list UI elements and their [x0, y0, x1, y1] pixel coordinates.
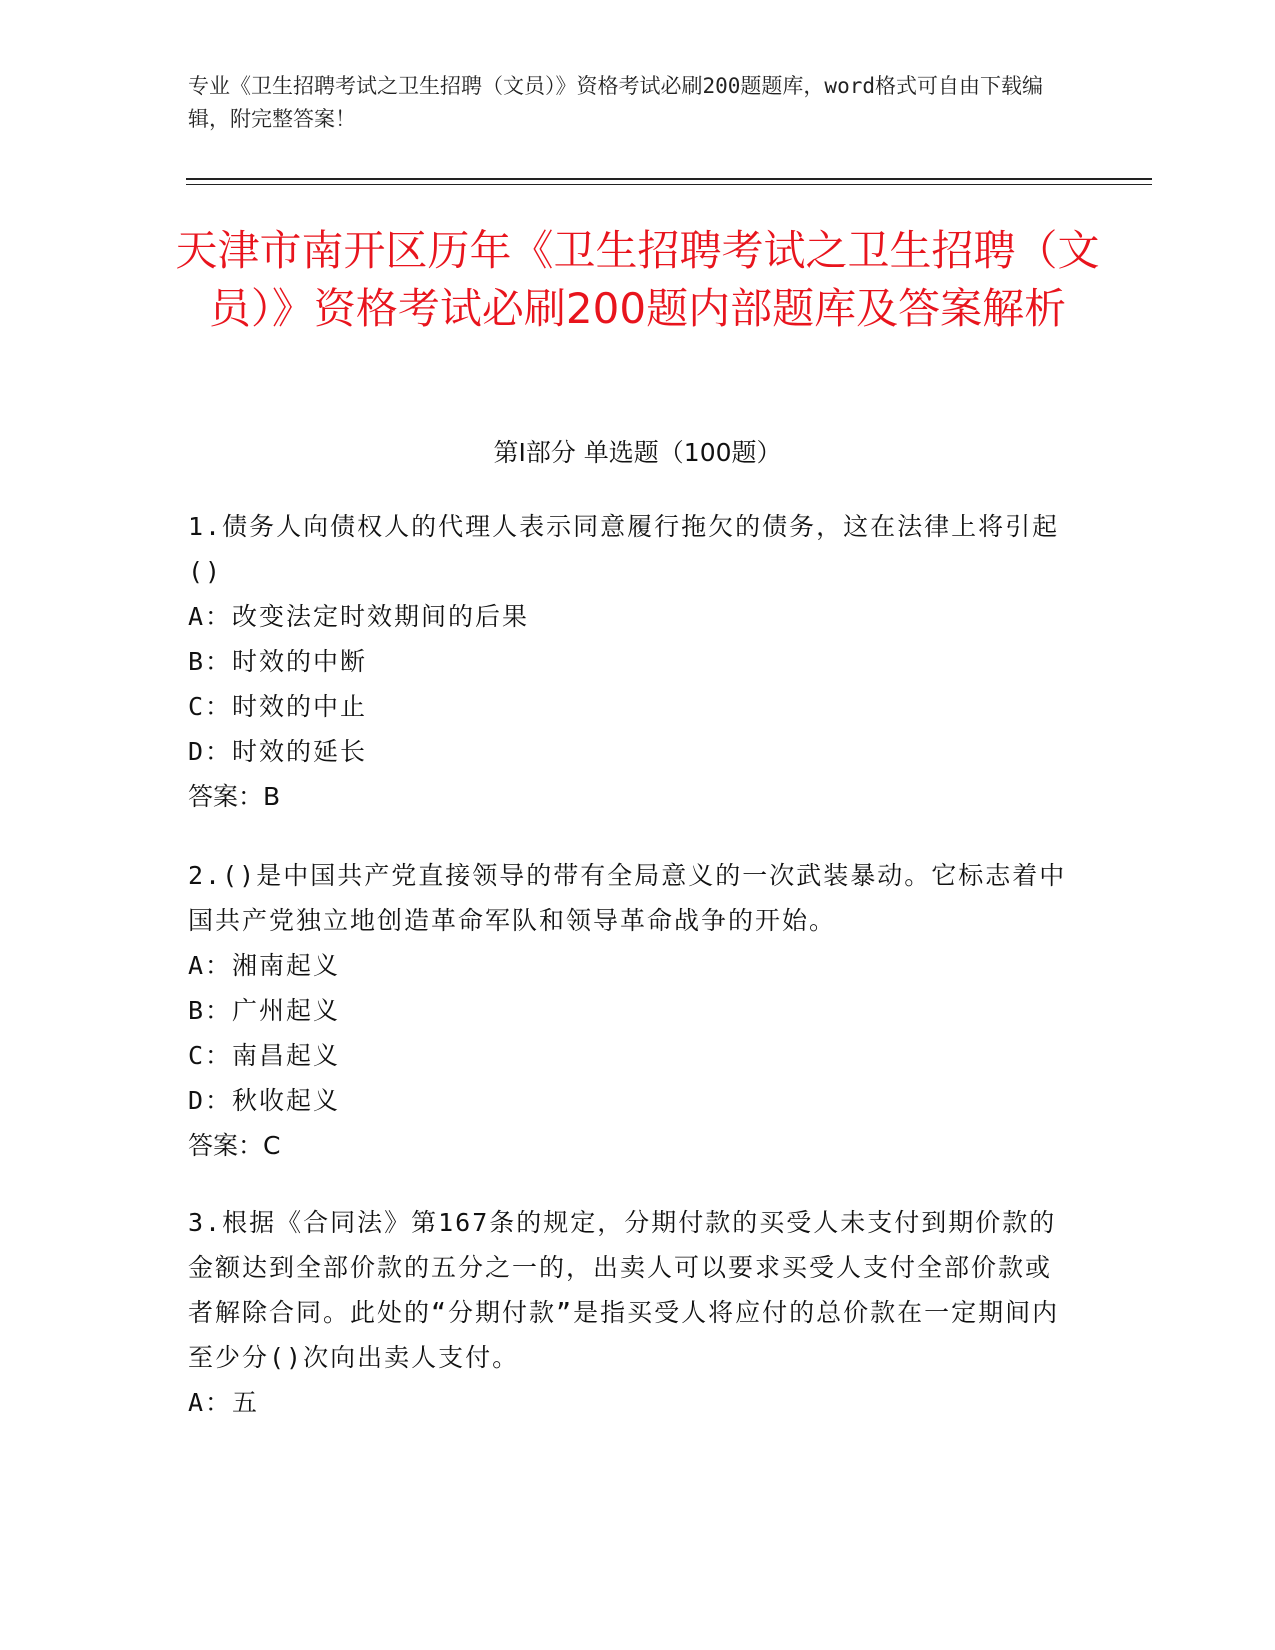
question-1: [188, 504, 1068, 819]
question-stem: 1.债务人向债权人的代理人表示同意履行拖欠的债务，这在法律上将引起(): [188, 512, 1060, 586]
header-divider-thin: [186, 184, 1152, 185]
option-a: A：改变法定时效期间的后果: [188, 602, 530, 631]
answer: 答案：B: [188, 782, 281, 811]
option-b: B：时效的中断: [188, 647, 368, 676]
question-stem: 3.根据《合同法》第167条的规定，分期付款的买受人未支付到期价款的金额达到全部价款的五分之一的，出卖人可以要求买受人支付全部价款或者解除合同。此处的“分期付款”是指买受人将应付的总价款在一定期间内至少分()次向出卖人支付。: [188, 1208, 1060, 1372]
header-note: 专业《卫生招聘考试之卫生招聘（文员）》资格考试必刷200题题库，word格式可自由下载编辑，附完整答案！: [188, 74, 1043, 131]
option-d: D：时效的延长: [188, 737, 368, 766]
question-stem: 2.()是中国共产党直接领导的带有全局意义的一次武装暴动。它标志着中国共产党独立地创造革命军队和领导革命战争的开始。: [188, 861, 1067, 935]
option-a: A：五: [188, 1388, 260, 1417]
header-divider: [186, 178, 1152, 180]
document-title: 天津市南开区历年《卫生招聘考试之卫生招聘（文员）》资格考试必刷200题内部题库及答案解析: [175, 226, 1100, 333]
option-c: C：时效的中止: [188, 692, 368, 721]
option-a: A：湘南起义: [188, 951, 341, 980]
question-3: [188, 1200, 1068, 1425]
option-d: D：秋收起义: [188, 1086, 341, 1115]
section-heading: 第Ⅰ部分 单选题（100题）: [493, 438, 782, 467]
question-2: [188, 853, 1068, 1168]
answer: 答案：C: [188, 1131, 281, 1160]
option-c: C：南昌起义: [188, 1041, 341, 1070]
option-b: B：广州起义: [188, 996, 341, 1025]
